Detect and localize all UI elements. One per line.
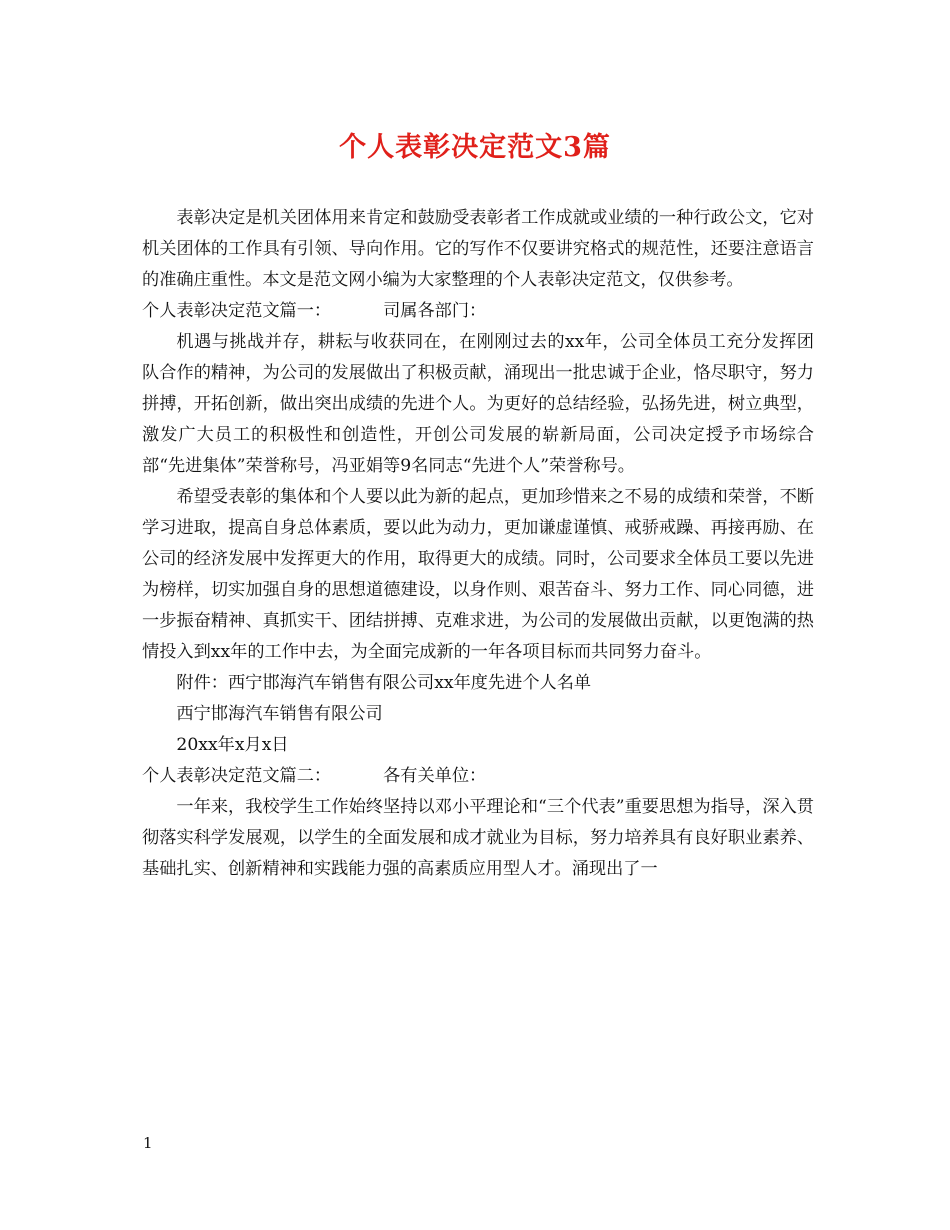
section-heading-2 — [142, 761, 814, 792]
section-2-recipient: 各有关单位： — [383, 766, 487, 786]
section-1-paragraph-1: 机遇与挑战并存，耕耘与收获同在，在刚刚过去的xx年，公司全体员工充分发挥团队合作的精神，为公司的发展做出了积极贡献，涌现出一批忠诚于企业，恪尽职守，努力拼搏，开拓创新，做出突出成绩的先进个人。为更好的总结经验，弘扬先进，树立典型，激发广大员工的积极性和创造性，开创公司发展的崭新局面，公司决定授予市场综合部“先进集体”荣誉称号，冯亚娟等9名同志“先进个人”荣誉称号。 — [142, 332, 814, 476]
section-2-paragraph-1: 一年来，我校学生工作始终坚持以邓小平理论和“三个代表”重要思想为指导，深入贯彻落实科学发展观，以学生的全面发展和成才就业为目标，努力培养具有良好职业素养、基础扎实、创新精神和实践能力强的高素质应用型人才。涌现出了一 — [142, 797, 814, 879]
section-1-signature: 西宁邯海汽车销售有限公司 — [176, 704, 383, 724]
section-heading-1 — [142, 296, 814, 327]
intro-paragraph: 表彰决定是机关团体用来肯定和鼓励受表彰者工作成就或业绩的一种行政公文，它对机关团体的工作具有引领、导向作用。它的写作不仅要讲究格式的规范性，还要注意语言的准确庄重性。本文是范文网小编为大家整理的个人表彰决定范文，仅供参考。 — [142, 208, 814, 290]
section-1-recipient: 司属各部门： — [383, 301, 487, 321]
page-number: 1 — [143, 1134, 153, 1152]
section-heading-2-label: 个人表彰决定范文篇二： — [142, 766, 332, 786]
section-1-paragraph-2: 希望受表彰的集体和个人要以此为新的起点，更加珍惜来之不易的成绩和荣誉，不断学习进取，提高自身总体素质，要以此为动力，更加谦虚谨慎、戒骄戒躁、再接再励、在公司的经济发展中发挥更大的作用，取得更大的成绩。同时，公司要求全体员工要以先进为榜样，切实加强自身的思想道德建设，以身作则、艰苦奋斗、努力工作、同心同德，进一步振奋精神、真抓实干、团结拼搏、克难求进，为公司的发展做出贡献，以更饱满的热情投入到xx年的工作中去，为全面完成新的一年各项目标而共同努力奋斗。 — [142, 487, 814, 662]
document-body — [142, 203, 814, 885]
document-title: 个人表彰决定范文3篇 — [339, 132, 611, 163]
section-1-date: 20xx年x月x日 — [176, 735, 289, 755]
section-heading-1-label: 个人表彰决定范文篇一： — [142, 301, 332, 321]
section-1-attachment: 附件：西宁邯海汽车销售有限公司xx年度先进个人名单 — [176, 673, 592, 693]
